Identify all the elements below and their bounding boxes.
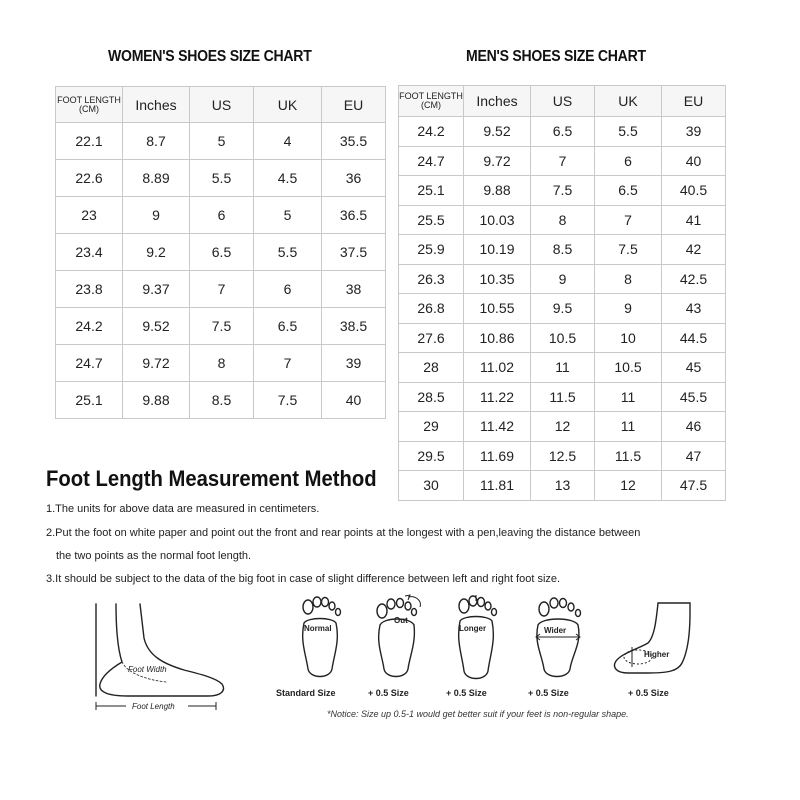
table-cell: 46 [662, 412, 726, 442]
table-cell: 30 [399, 471, 464, 501]
women-header-cell: EU [322, 87, 386, 123]
table-cell: 8.5 [531, 235, 595, 265]
table-cell: 9.72 [123, 345, 190, 382]
table-cell: 7 [595, 205, 662, 235]
foot-wider-label: Wider [544, 626, 567, 635]
table-cell: 11.81 [464, 471, 531, 501]
table-cell: 45.5 [662, 382, 726, 412]
side-foot-diagram [88, 598, 238, 718]
men-chart-title: MEN'S SHOES SIZE CHART [466, 48, 646, 65]
table-cell: 9 [123, 197, 190, 234]
table-cell: 9.52 [464, 117, 531, 147]
method-step-3: 3.It should be subject to the data of the big foot in case of slight difference between left and right foot size. [46, 573, 561, 585]
table-cell: 6 [190, 197, 254, 234]
table-cell: 42.5 [662, 264, 726, 294]
table-cell: 11.02 [464, 353, 531, 383]
table-cell: 5.5 [190, 160, 254, 197]
foot-out-icon [368, 593, 428, 683]
foot-normal-label: Normal [304, 624, 332, 633]
table-cell: 40.5 [662, 176, 726, 206]
table-cell: 12 [531, 412, 595, 442]
table-cell: 11.5 [531, 382, 595, 412]
table-cell: 11 [595, 412, 662, 442]
table-cell: 6.5 [531, 117, 595, 147]
table-cell: 10.35 [464, 264, 531, 294]
table-cell: 35.5 [322, 123, 386, 160]
foot-wider-icon [528, 593, 588, 683]
caption-standard: Standard Size [276, 688, 336, 698]
table-cell: 10.19 [464, 235, 531, 265]
table-cell: 4 [254, 123, 322, 160]
table-cell: 22.6 [56, 160, 123, 197]
table-cell: 4.5 [254, 160, 322, 197]
table-cell: 7 [190, 271, 254, 308]
table-cell: 13 [531, 471, 595, 501]
women-header-cell: Inches [123, 87, 190, 123]
table-cell: 6.5 [254, 308, 322, 345]
table-cell: 7.5 [595, 235, 662, 265]
table-cell: 40 [662, 146, 726, 176]
table-cell: 6.5 [595, 176, 662, 206]
table-cell: 25.5 [399, 205, 464, 235]
table-cell: 36.5 [322, 197, 386, 234]
table-row [56, 234, 386, 271]
table-cell: 8.5 [190, 382, 254, 419]
table-cell: 47 [662, 441, 726, 471]
table-cell: 25.1 [56, 382, 123, 419]
table-cell: 9 [531, 264, 595, 294]
women-header-row [56, 87, 386, 123]
table-cell: 39 [322, 345, 386, 382]
women-header-cell: FOOT LENGTH (CM) [56, 87, 123, 123]
table-cell: 29.5 [399, 441, 464, 471]
table-cell: 11.69 [464, 441, 531, 471]
table-row [56, 308, 386, 345]
foot-higher-icon [608, 593, 698, 683]
table-cell: 28 [399, 353, 464, 383]
men-header-cell: Inches [464, 86, 531, 117]
table-cell: 7 [254, 345, 322, 382]
table-cell: 36 [322, 160, 386, 197]
method-step-1: 1.The units for above data are measured in centimeters. [46, 503, 320, 515]
women-header-cell: US [190, 87, 254, 123]
foot-out-label: Out [394, 616, 408, 625]
method-title: Foot Length Measurement Method [46, 466, 377, 491]
table-cell: 26.3 [399, 264, 464, 294]
table-cell: 8 [190, 345, 254, 382]
table-cell: 6.5 [190, 234, 254, 271]
method-step-2: 2.Put the foot on white paper and point out the front and rear points at the longest with a pen,leaving the distance between [46, 527, 641, 539]
table-row [56, 382, 386, 419]
table-cell: 26.8 [399, 294, 464, 324]
size-notice: *Notice: Size up 0.5-1 would get better suit if your feet is non-regular shape. [327, 709, 629, 719]
table-cell: 8.7 [123, 123, 190, 160]
table-row [399, 323, 726, 353]
table-cell: 10.03 [464, 205, 531, 235]
table-cell: 5.5 [595, 117, 662, 147]
table-cell: 5 [254, 197, 322, 234]
table-cell: 42 [662, 235, 726, 265]
table-cell: 8.89 [123, 160, 190, 197]
table-row [399, 117, 726, 147]
table-cell: 25.9 [399, 235, 464, 265]
table-cell: 47.5 [662, 471, 726, 501]
method-step-2-cont: the two points as the normal foot length. [56, 550, 252, 562]
table-cell: 41 [662, 205, 726, 235]
table-cell: 9.37 [123, 271, 190, 308]
men-header-cell: EU [662, 86, 726, 117]
caption-out: + 0.5 Size [368, 688, 409, 698]
table-cell: 7 [531, 146, 595, 176]
table-cell: 12.5 [531, 441, 595, 471]
table-row [399, 412, 726, 442]
side-foot-outline [100, 604, 224, 696]
table-cell: 39 [662, 117, 726, 147]
caption-longer: + 0.5 Size [446, 688, 487, 698]
table-cell: 10.55 [464, 294, 531, 324]
table-cell: 45 [662, 353, 726, 383]
table-cell: 8 [531, 205, 595, 235]
table-row [399, 264, 726, 294]
women-chart-title: WOMEN'S SHOES SIZE CHART [108, 48, 312, 65]
caption-wider: + 0.5 Size [528, 688, 569, 698]
table-cell: 11.22 [464, 382, 531, 412]
table-cell: 6 [254, 271, 322, 308]
table-row [399, 176, 726, 206]
table-cell: 27.6 [399, 323, 464, 353]
table-cell: 11.42 [464, 412, 531, 442]
foot-higher-label: Higher [644, 650, 670, 659]
men-header-cell: FOOT LENGTH (CM) [399, 86, 464, 117]
table-cell: 24.2 [56, 308, 123, 345]
men-header-cell: US [531, 86, 595, 117]
table-cell: 11.5 [595, 441, 662, 471]
table-cell: 11 [531, 353, 595, 383]
men-header-cell: UK [595, 86, 662, 117]
table-row [56, 345, 386, 382]
table-row [56, 123, 386, 160]
table-cell: 25.1 [399, 176, 464, 206]
table-row [399, 353, 726, 383]
table-cell: 9.5 [531, 294, 595, 324]
table-cell: 24.2 [399, 117, 464, 147]
table-row [399, 235, 726, 265]
foot-length-label: Foot Length [132, 702, 175, 711]
table-cell: 37.5 [322, 234, 386, 271]
women-size-table [55, 86, 386, 419]
table-cell: 23.4 [56, 234, 123, 271]
table-cell: 23.8 [56, 271, 123, 308]
foot-longer-icon [446, 593, 506, 683]
table-cell: 24.7 [56, 345, 123, 382]
table-cell: 8 [595, 264, 662, 294]
table-cell: 38.5 [322, 308, 386, 345]
table-row [399, 205, 726, 235]
table-cell: 5 [190, 123, 254, 160]
caption-higher: + 0.5 Size [628, 688, 669, 698]
foot-width-label: Foot Width [128, 665, 167, 674]
table-cell: 24.7 [399, 146, 464, 176]
men-size-table [398, 85, 726, 501]
table-cell: 12 [595, 471, 662, 501]
table-cell: 11 [595, 382, 662, 412]
table-row [399, 146, 726, 176]
table-cell: 23 [56, 197, 123, 234]
table-row [399, 441, 726, 471]
table-row [399, 471, 726, 501]
table-row [56, 271, 386, 308]
table-cell: 7.5 [531, 176, 595, 206]
table-cell: 9.88 [464, 176, 531, 206]
table-row [56, 197, 386, 234]
women-header-cell: UK [254, 87, 322, 123]
table-row [399, 382, 726, 412]
table-cell: 9.2 [123, 234, 190, 271]
table-cell: 22.1 [56, 123, 123, 160]
table-row [399, 294, 726, 324]
table-cell: 38 [322, 271, 386, 308]
table-cell: 10.5 [531, 323, 595, 353]
table-cell: 10.5 [595, 353, 662, 383]
table-cell: 28.5 [399, 382, 464, 412]
table-cell: 9.88 [123, 382, 190, 419]
table-cell: 6 [595, 146, 662, 176]
table-cell: 7.5 [190, 308, 254, 345]
table-cell: 7.5 [254, 382, 322, 419]
table-cell: 29 [399, 412, 464, 442]
table-cell: 40 [322, 382, 386, 419]
men-header-row [399, 86, 726, 117]
table-cell: 5.5 [254, 234, 322, 271]
table-cell: 9.52 [123, 308, 190, 345]
table-cell: 10 [595, 323, 662, 353]
table-cell: 10.86 [464, 323, 531, 353]
foot-longer-label: Longer [459, 624, 487, 633]
table-cell: 9.72 [464, 146, 531, 176]
table-row [56, 160, 386, 197]
table-cell: 44.5 [662, 323, 726, 353]
foot-normal-icon [290, 593, 350, 683]
table-cell: 9 [595, 294, 662, 324]
table-cell: 43 [662, 294, 726, 324]
